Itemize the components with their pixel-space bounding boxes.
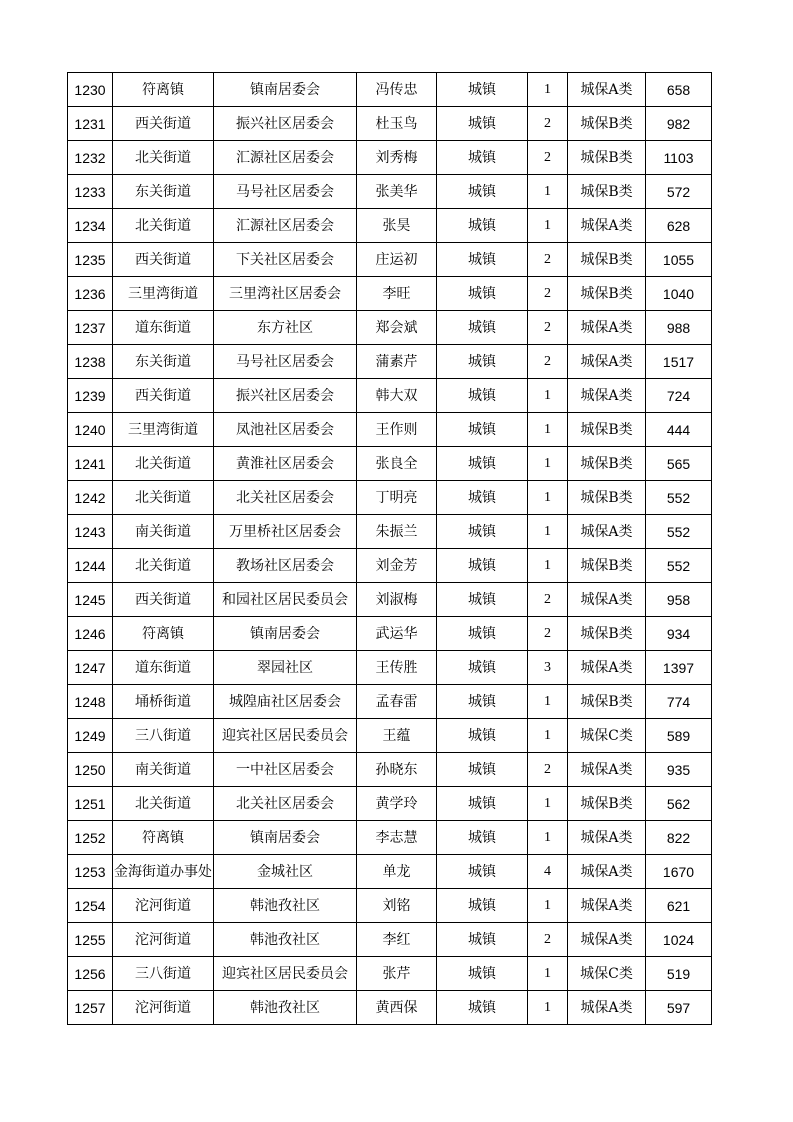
household-count-cell: 1 [528, 175, 568, 209]
table-row [68, 277, 712, 311]
serial-number-cell: 1242 [68, 481, 113, 515]
street-cell: 北关街道 [113, 549, 214, 583]
category-cell: 城镇 [437, 481, 528, 515]
household-count-cell: 2 [528, 345, 568, 379]
household-count-cell: 1 [528, 447, 568, 481]
name-cell: 刘秀梅 [357, 141, 437, 175]
street-cell: 沱河街道 [113, 991, 214, 1025]
serial-number-cell: 1250 [68, 753, 113, 787]
name-cell: 冯传忠 [357, 73, 437, 107]
amount-cell: 552 [646, 515, 712, 549]
category-cell: 城镇 [437, 855, 528, 889]
amount-cell: 1103 [646, 141, 712, 175]
table-row [68, 651, 712, 685]
community-cell: 北关社区居委会 [214, 787, 357, 821]
serial-number-cell: 1255 [68, 923, 113, 957]
insurance-type-cell: 城保B类 [568, 685, 646, 719]
serial-number-cell: 1247 [68, 651, 113, 685]
name-cell: 王作则 [357, 413, 437, 447]
street-cell: 北关街道 [113, 787, 214, 821]
name-cell: 杜玉鸟 [357, 107, 437, 141]
insurance-type-cell: 城保B类 [568, 175, 646, 209]
household-count-cell: 1 [528, 991, 568, 1025]
community-cell: 镇南居委会 [214, 617, 357, 651]
name-cell: 刘淑梅 [357, 583, 437, 617]
community-cell: 韩池孜社区 [214, 889, 357, 923]
household-count-cell: 2 [528, 923, 568, 957]
category-cell: 城镇 [437, 413, 528, 447]
table-row [68, 243, 712, 277]
household-count-cell: 2 [528, 277, 568, 311]
name-cell: 郑会斌 [357, 311, 437, 345]
insurance-type-cell: 城保B类 [568, 549, 646, 583]
amount-cell: 1397 [646, 651, 712, 685]
amount-cell: 597 [646, 991, 712, 1025]
household-count-cell: 1 [528, 73, 568, 107]
category-cell: 城镇 [437, 787, 528, 821]
name-cell: 孙晓东 [357, 753, 437, 787]
street-cell: 符离镇 [113, 821, 214, 855]
name-cell: 丁明亮 [357, 481, 437, 515]
serial-number-cell: 1246 [68, 617, 113, 651]
category-cell: 城镇 [437, 345, 528, 379]
street-cell: 西关街道 [113, 243, 214, 277]
records-table [67, 72, 712, 1025]
category-cell: 城镇 [437, 379, 528, 413]
category-cell: 城镇 [437, 107, 528, 141]
table-row [68, 889, 712, 923]
street-cell: 北关街道 [113, 141, 214, 175]
community-cell: 万里桥社区居委会 [214, 515, 357, 549]
name-cell: 张芹 [357, 957, 437, 991]
community-cell: 黄淮社区居委会 [214, 447, 357, 481]
amount-cell: 1517 [646, 345, 712, 379]
amount-cell: 958 [646, 583, 712, 617]
community-cell: 镇南居委会 [214, 821, 357, 855]
street-cell: 西关街道 [113, 107, 214, 141]
table-row [68, 617, 712, 651]
amount-cell: 562 [646, 787, 712, 821]
household-count-cell: 2 [528, 107, 568, 141]
category-cell: 城镇 [437, 277, 528, 311]
insurance-type-cell: 城保A类 [568, 379, 646, 413]
community-cell: 韩池孜社区 [214, 923, 357, 957]
serial-number-cell: 1239 [68, 379, 113, 413]
table-row [68, 73, 712, 107]
insurance-type-cell: 城保A类 [568, 345, 646, 379]
household-count-cell: 2 [528, 141, 568, 175]
category-cell: 城镇 [437, 889, 528, 923]
amount-cell: 565 [646, 447, 712, 481]
amount-cell: 589 [646, 719, 712, 753]
insurance-type-cell: 城保B类 [568, 243, 646, 277]
community-cell: 金城社区 [214, 855, 357, 889]
insurance-type-cell: 城保A类 [568, 889, 646, 923]
name-cell: 黄西保 [357, 991, 437, 1025]
name-cell: 蒲素芹 [357, 345, 437, 379]
amount-cell: 934 [646, 617, 712, 651]
insurance-type-cell: 城保B类 [568, 447, 646, 481]
amount-cell: 444 [646, 413, 712, 447]
serial-number-cell: 1243 [68, 515, 113, 549]
serial-number-cell: 1252 [68, 821, 113, 855]
category-cell: 城镇 [437, 821, 528, 855]
community-cell: 韩池孜社区 [214, 991, 357, 1025]
category-cell: 城镇 [437, 243, 528, 277]
community-cell: 迎宾社区居民委员会 [214, 719, 357, 753]
community-cell: 东方社区 [214, 311, 357, 345]
amount-cell: 982 [646, 107, 712, 141]
household-count-cell: 2 [528, 311, 568, 345]
household-count-cell: 1 [528, 889, 568, 923]
category-cell: 城镇 [437, 583, 528, 617]
name-cell: 张昊 [357, 209, 437, 243]
name-cell: 王传胜 [357, 651, 437, 685]
community-cell: 迎宾社区居民委员会 [214, 957, 357, 991]
household-count-cell: 2 [528, 617, 568, 651]
table-row [68, 787, 712, 821]
table-row [68, 379, 712, 413]
community-cell: 马号社区居委会 [214, 345, 357, 379]
serial-number-cell: 1240 [68, 413, 113, 447]
community-cell: 翠园社区 [214, 651, 357, 685]
street-cell: 三里湾街道 [113, 413, 214, 447]
name-cell: 黄学玲 [357, 787, 437, 821]
street-cell: 三八街道 [113, 719, 214, 753]
community-cell: 一中社区居委会 [214, 753, 357, 787]
household-count-cell: 1 [528, 719, 568, 753]
amount-cell: 572 [646, 175, 712, 209]
community-cell: 马号社区居委会 [214, 175, 357, 209]
street-cell: 东关街道 [113, 345, 214, 379]
serial-number-cell: 1232 [68, 141, 113, 175]
amount-cell: 774 [646, 685, 712, 719]
name-cell: 李红 [357, 923, 437, 957]
street-cell: 道东街道 [113, 651, 214, 685]
street-cell: 三八街道 [113, 957, 214, 991]
amount-cell: 822 [646, 821, 712, 855]
street-cell: 北关街道 [113, 209, 214, 243]
street-cell: 沱河街道 [113, 923, 214, 957]
insurance-type-cell: 城保B类 [568, 617, 646, 651]
community-cell: 下关社区居委会 [214, 243, 357, 277]
amount-cell: 1670 [646, 855, 712, 889]
community-cell: 镇南居委会 [214, 73, 357, 107]
household-count-cell: 1 [528, 515, 568, 549]
name-cell: 朱振兰 [357, 515, 437, 549]
street-cell: 西关街道 [113, 583, 214, 617]
name-cell: 刘铭 [357, 889, 437, 923]
street-cell: 金海街道办事处 [113, 855, 214, 889]
household-count-cell: 1 [528, 787, 568, 821]
table-row [68, 685, 712, 719]
insurance-type-cell: 城保B类 [568, 277, 646, 311]
community-cell: 汇源社区居委会 [214, 209, 357, 243]
street-cell: 北关街道 [113, 481, 214, 515]
table-row [68, 515, 712, 549]
table-row [68, 753, 712, 787]
name-cell: 刘金芳 [357, 549, 437, 583]
household-count-cell: 1 [528, 481, 568, 515]
insurance-type-cell: 城保B类 [568, 787, 646, 821]
amount-cell: 658 [646, 73, 712, 107]
community-cell: 振兴社区居委会 [214, 379, 357, 413]
community-cell: 北关社区居委会 [214, 481, 357, 515]
amount-cell: 1024 [646, 923, 712, 957]
name-cell: 李旺 [357, 277, 437, 311]
serial-number-cell: 1230 [68, 73, 113, 107]
category-cell: 城镇 [437, 515, 528, 549]
amount-cell: 621 [646, 889, 712, 923]
serial-number-cell: 1254 [68, 889, 113, 923]
serial-number-cell: 1253 [68, 855, 113, 889]
amount-cell: 552 [646, 481, 712, 515]
amount-cell: 1055 [646, 243, 712, 277]
name-cell: 张良全 [357, 447, 437, 481]
insurance-type-cell: 城保A类 [568, 821, 646, 855]
name-cell: 武运华 [357, 617, 437, 651]
serial-number-cell: 1235 [68, 243, 113, 277]
table-row [68, 141, 712, 175]
category-cell: 城镇 [437, 685, 528, 719]
insurance-type-cell: 城保A类 [568, 311, 646, 345]
household-count-cell: 3 [528, 651, 568, 685]
amount-cell: 552 [646, 549, 712, 583]
insurance-type-cell: 城保B类 [568, 141, 646, 175]
name-cell: 王蕴 [357, 719, 437, 753]
household-count-cell: 1 [528, 379, 568, 413]
street-cell: 沱河街道 [113, 889, 214, 923]
amount-cell: 988 [646, 311, 712, 345]
community-cell: 和园社区居民委员会 [214, 583, 357, 617]
household-count-cell: 2 [528, 243, 568, 277]
community-cell: 教场社区居委会 [214, 549, 357, 583]
serial-number-cell: 1244 [68, 549, 113, 583]
insurance-type-cell: 城保A类 [568, 209, 646, 243]
table-row [68, 209, 712, 243]
table-row [68, 719, 712, 753]
serial-number-cell: 1241 [68, 447, 113, 481]
serial-number-cell: 1248 [68, 685, 113, 719]
insurance-type-cell: 城保A类 [568, 651, 646, 685]
serial-number-cell: 1233 [68, 175, 113, 209]
table-row [68, 345, 712, 379]
name-cell: 孟春雷 [357, 685, 437, 719]
table-row [68, 481, 712, 515]
serial-number-cell: 1257 [68, 991, 113, 1025]
serial-number-cell: 1236 [68, 277, 113, 311]
street-cell: 三里湾街道 [113, 277, 214, 311]
category-cell: 城镇 [437, 209, 528, 243]
table-row [68, 957, 712, 991]
table-row [68, 923, 712, 957]
community-cell: 振兴社区居委会 [214, 107, 357, 141]
insurance-type-cell: 城保A类 [568, 73, 646, 107]
amount-cell: 519 [646, 957, 712, 991]
insurance-type-cell: 城保B类 [568, 107, 646, 141]
category-cell: 城镇 [437, 991, 528, 1025]
insurance-type-cell: 城保A类 [568, 583, 646, 617]
category-cell: 城镇 [437, 447, 528, 481]
name-cell: 单龙 [357, 855, 437, 889]
community-cell: 三里湾社区居委会 [214, 277, 357, 311]
insurance-type-cell: 城保C类 [568, 957, 646, 991]
name-cell: 韩大双 [357, 379, 437, 413]
table-row [68, 175, 712, 209]
insurance-type-cell: 城保A类 [568, 855, 646, 889]
insurance-type-cell: 城保B类 [568, 481, 646, 515]
household-count-cell: 2 [528, 583, 568, 617]
amount-cell: 724 [646, 379, 712, 413]
name-cell: 李志慧 [357, 821, 437, 855]
street-cell: 埇桥街道 [113, 685, 214, 719]
table-body [68, 73, 712, 1025]
table-row [68, 447, 712, 481]
insurance-type-cell: 城保A类 [568, 991, 646, 1025]
serial-number-cell: 1245 [68, 583, 113, 617]
street-cell: 南关街道 [113, 515, 214, 549]
community-cell: 凤池社区居委会 [214, 413, 357, 447]
serial-number-cell: 1256 [68, 957, 113, 991]
street-cell: 西关街道 [113, 379, 214, 413]
category-cell: 城镇 [437, 311, 528, 345]
insurance-type-cell: 城保B类 [568, 413, 646, 447]
serial-number-cell: 1237 [68, 311, 113, 345]
name-cell: 张美华 [357, 175, 437, 209]
table-row [68, 311, 712, 345]
table-row [68, 107, 712, 141]
amount-cell: 1040 [646, 277, 712, 311]
street-cell: 北关街道 [113, 447, 214, 481]
serial-number-cell: 1249 [68, 719, 113, 753]
insurance-type-cell: 城保A类 [568, 753, 646, 787]
serial-number-cell: 1238 [68, 345, 113, 379]
table-row [68, 991, 712, 1025]
street-cell: 东关街道 [113, 175, 214, 209]
serial-number-cell: 1231 [68, 107, 113, 141]
street-cell: 道东街道 [113, 311, 214, 345]
household-count-cell: 4 [528, 855, 568, 889]
household-count-cell: 2 [528, 753, 568, 787]
community-cell: 汇源社区居委会 [214, 141, 357, 175]
household-count-cell: 1 [528, 685, 568, 719]
household-count-cell: 1 [528, 209, 568, 243]
category-cell: 城镇 [437, 957, 528, 991]
category-cell: 城镇 [437, 923, 528, 957]
category-cell: 城镇 [437, 141, 528, 175]
insurance-type-cell: 城保A类 [568, 923, 646, 957]
serial-number-cell: 1251 [68, 787, 113, 821]
amount-cell: 628 [646, 209, 712, 243]
category-cell: 城镇 [437, 651, 528, 685]
table-row [68, 855, 712, 889]
table-row [68, 549, 712, 583]
street-cell: 符离镇 [113, 73, 214, 107]
category-cell: 城镇 [437, 753, 528, 787]
household-count-cell: 1 [528, 957, 568, 991]
serial-number-cell: 1234 [68, 209, 113, 243]
street-cell: 南关街道 [113, 753, 214, 787]
table-row [68, 583, 712, 617]
category-cell: 城镇 [437, 73, 528, 107]
category-cell: 城镇 [437, 175, 528, 209]
table-row [68, 413, 712, 447]
category-cell: 城镇 [437, 719, 528, 753]
category-cell: 城镇 [437, 549, 528, 583]
community-cell: 城隍庙社区居委会 [214, 685, 357, 719]
name-cell: 庄运初 [357, 243, 437, 277]
insurance-type-cell: 城保A类 [568, 515, 646, 549]
household-count-cell: 1 [528, 821, 568, 855]
household-count-cell: 1 [528, 549, 568, 583]
category-cell: 城镇 [437, 617, 528, 651]
insurance-type-cell: 城保C类 [568, 719, 646, 753]
amount-cell: 935 [646, 753, 712, 787]
table-row [68, 821, 712, 855]
household-count-cell: 1 [528, 413, 568, 447]
street-cell: 符离镇 [113, 617, 214, 651]
